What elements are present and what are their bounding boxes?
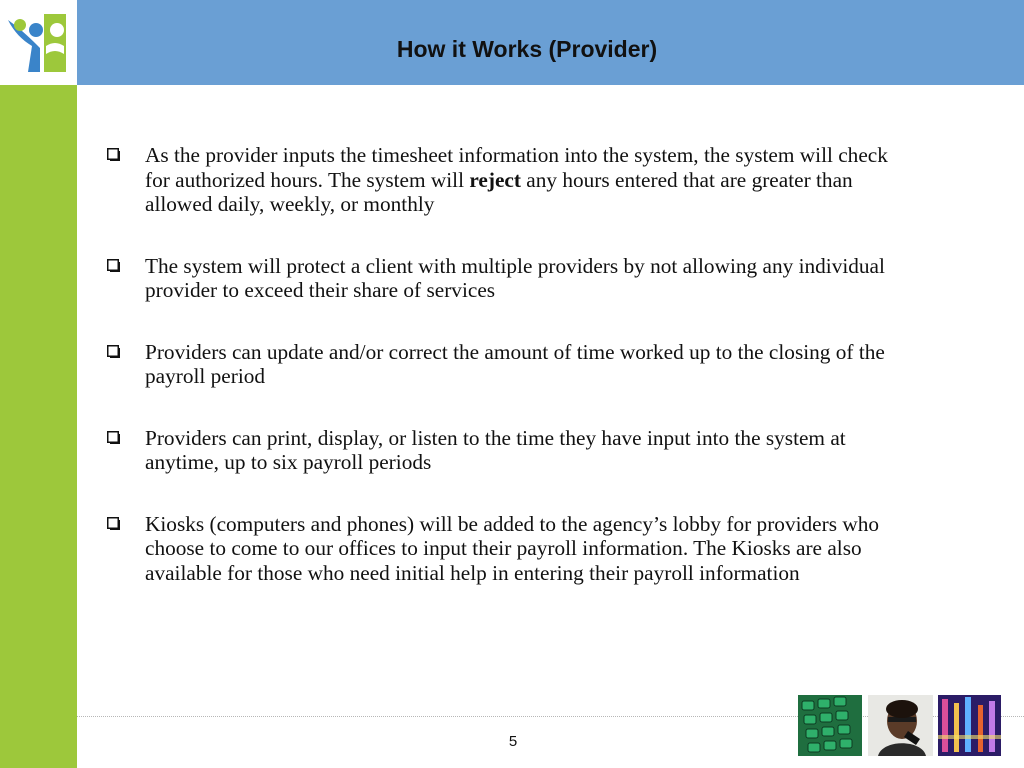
bullet-list bbox=[105, 143, 905, 622]
slide-title: How it Works (Provider) bbox=[396, 36, 658, 62]
checkbox-bullet-icon bbox=[107, 148, 121, 162]
calculator-keypad-photo bbox=[798, 695, 862, 756]
checkbox-bullet-icon bbox=[107, 345, 121, 359]
left-accent-bar bbox=[0, 85, 77, 768]
bullet-text-emphasis: reject bbox=[469, 167, 521, 192]
bullet-item bbox=[105, 143, 905, 217]
page-number: 5 bbox=[508, 733, 518, 750]
bullet-text: Providers can update and/or correct the amount of time worked up to the closing of the payroll period bbox=[145, 339, 885, 388]
colorful-lights-photo bbox=[938, 695, 1001, 756]
logo-container bbox=[0, 0, 77, 85]
bullet-item bbox=[105, 340, 905, 389]
bullet-text: As the provider inputs the timesheet information into the system, the system will check for authorized hours. The system will bbox=[145, 143, 888, 192]
checkbox-bullet-icon bbox=[107, 259, 121, 273]
organization-logo-icon bbox=[0, 0, 77, 85]
person-on-phone-photo bbox=[868, 695, 933, 756]
bullet-item bbox=[105, 426, 905, 475]
bullet-text: The system will protect a client with multiple providers by not allowing any individual provider to exceed their share of services bbox=[145, 253, 885, 302]
bullet-text: Kiosks (computers and phones) will be added to the agency’s lobby for providers who choose to come to our offices to input their payroll information. The Kiosks are also available for those who need initial help in entering their payroll information bbox=[145, 511, 879, 585]
bullet-item bbox=[105, 512, 905, 586]
checkbox-bullet-icon bbox=[107, 431, 121, 445]
bullet-text: Providers can print, display, or listen to the time they have input into the system at anytime, up to six payroll periods bbox=[145, 425, 846, 474]
bullet-text: any hours entered that are greater than allowed daily, weekly, or monthly bbox=[145, 167, 853, 216]
bullet-item bbox=[105, 254, 905, 303]
checkbox-bullet-icon bbox=[107, 517, 121, 531]
